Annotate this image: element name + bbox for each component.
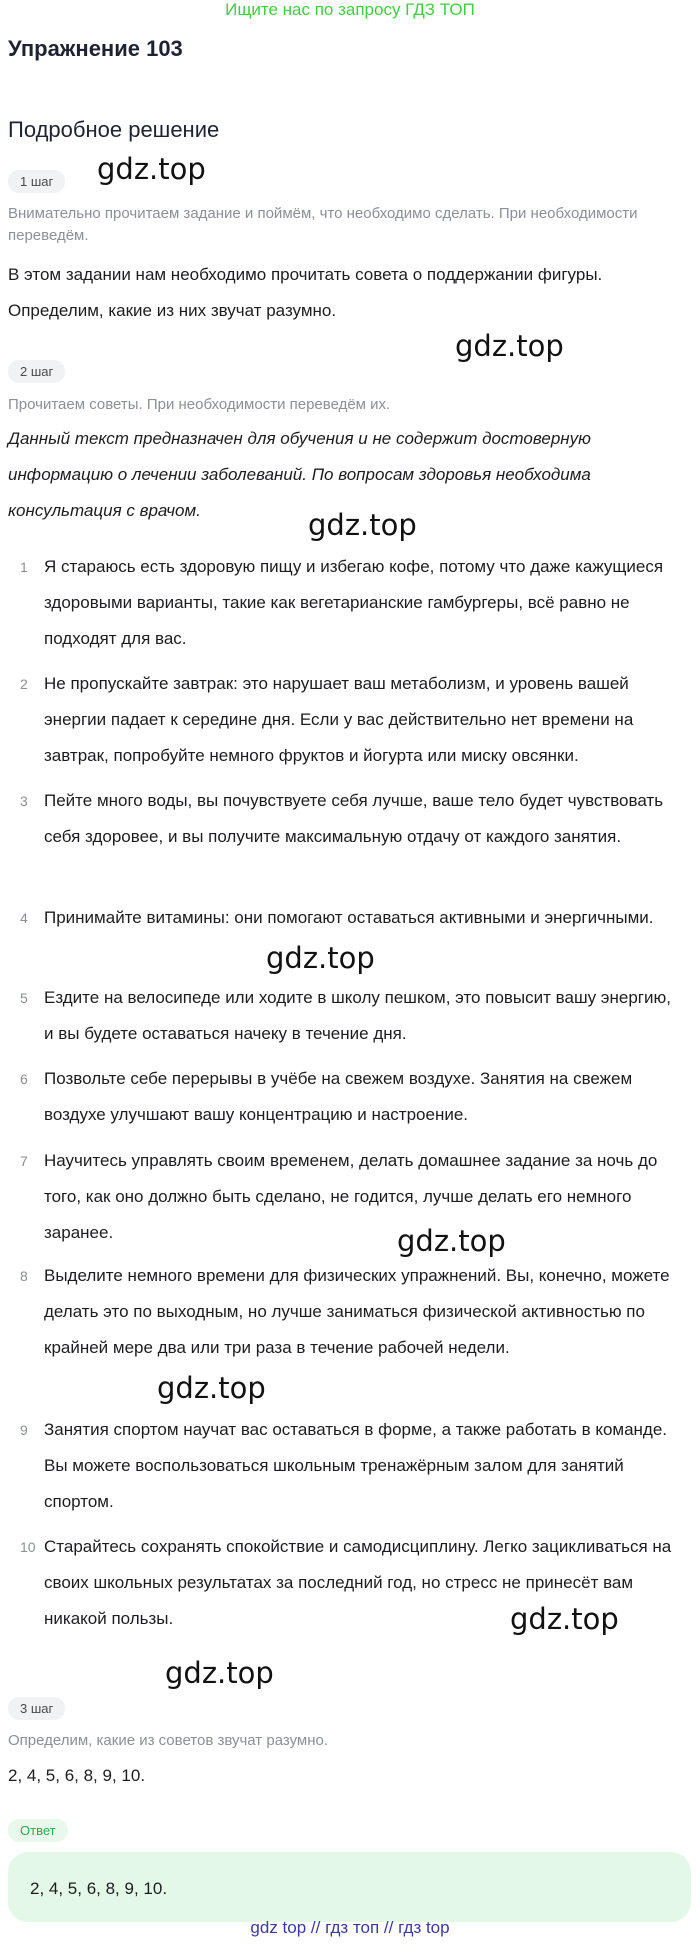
step-1-badge xyxy=(8,170,65,193)
list-item: Позвольте себе перерывы в учёбе на свежем воздухе. Занятия на свежем воздухе улучшают вашу концентрацию и настроение. xyxy=(44,1069,633,1124)
step-3-label: 3 шаг xyxy=(8,1697,65,1720)
item-number: 6 xyxy=(20,1071,28,1087)
item-number: 3 xyxy=(20,793,28,809)
watermark: gdz.top xyxy=(165,1656,274,1690)
step-3-hint: Определим, какие из советов звучат разумно. xyxy=(8,1732,329,1749)
answer-label: Ответ xyxy=(8,1819,68,1842)
top-banner: Ищите нас по запросу ГДЗ ТОП xyxy=(225,0,475,19)
watermark: gdz.top xyxy=(266,941,375,975)
watermark: gdz.top xyxy=(397,1224,506,1258)
step-2-label: 2 шаг xyxy=(8,360,65,383)
item-number: 8 xyxy=(20,1268,28,1284)
answer-badge xyxy=(8,1819,68,1842)
step-3-badge xyxy=(8,1697,65,1720)
footer-links[interactable]: gdz top // гдз топ // гдз top xyxy=(250,1918,450,1937)
watermark: gdz.top xyxy=(308,508,417,542)
list-item: Занятия спортом научат вас оставаться в форме, а также работать в команде. Вы можете воспользоваться школьным тренажёрным залом для занятий спортом. xyxy=(44,1420,668,1511)
watermark: gdz.top xyxy=(157,1371,266,1405)
item-number: 10 xyxy=(20,1539,36,1555)
list-item: Я стараюсь есть здоровую пищу и избегаю кофе, потому что даже кажущиеся здоровыми варианты, такие как вегетарианские гамбургеры, всё равно не подходят для вас. xyxy=(44,557,664,648)
health-disclaimer: Данный текст предназначен для обучения и не содержит достоверную информацию о лечении заболеваний. По вопросам здоровья необходима консультация с врачом. xyxy=(8,429,591,520)
answer-value: 2, 4, 5, 6, 8, 9, 10. xyxy=(30,1879,168,1898)
step-1-line-1: В этом задании нам необходимо прочитать совета о поддержании фигуры. xyxy=(8,265,603,284)
step-1-label: 1 шаг xyxy=(8,170,65,193)
item-number: 1 xyxy=(20,559,28,575)
step-1-line-2: Определим, какие из них звучат разумно. xyxy=(8,301,337,320)
item-number: 9 xyxy=(20,1422,28,1438)
list-item: Старайтесь сохранять спокойствие и самодисциплину. Легко зацикливаться на своих школьных результатах за последний год, но стресс не принесёт вам никакой пользы. xyxy=(44,1537,672,1628)
item-number: 4 xyxy=(20,910,28,926)
watermark: gdz.top xyxy=(97,152,206,186)
solution-heading: Подробное решение xyxy=(8,117,220,142)
list-item: Пейте много воды, вы почувствуете себя лучше, ваше тело будет чувствовать себя здоровее, и вы получите максимальную отдачу от каждого занятия. xyxy=(44,791,664,846)
list-item: Выделите немного времени для физических упражнений. Вы, конечно, можете делать это по выходным, но лучше заниматься физической активностью по крайней мере два или три раза в течение рабочей недели. xyxy=(44,1266,670,1357)
list-item: Ездите на велосипеде или ходите в школу пешком, это повысит вашу энергию, и вы будете оставаться начеку в течение дня. xyxy=(44,988,671,1043)
item-number: 7 xyxy=(20,1153,28,1169)
item-number: 5 xyxy=(20,990,28,1006)
step-3-result: 2, 4, 5, 6, 8, 9, 10. xyxy=(8,1766,146,1785)
list-item: Не пропускайте завтрак: это нарушает ваш метаболизм, и уровень вашей энергии падает к середине дня. Если у вас действительно нет времени на завтрак, попробуйте немного фруктов и йогурта или миску овсянки. xyxy=(44,674,634,765)
step-2-badge xyxy=(8,360,65,383)
watermark: gdz.top xyxy=(455,329,564,363)
item-number: 2 xyxy=(20,676,28,692)
watermark: gdz.top xyxy=(510,1602,619,1636)
step-2-hint: Прочитаем советы. При необходимости переведём их. xyxy=(8,396,391,413)
list-item: Научитесь управлять своим временем, делать домашнее задание за ночь до того, как оно должно быть сделано, не годится, лучше делать его немного заранее. xyxy=(44,1151,658,1242)
page-title: Упражнение 103 xyxy=(8,36,183,61)
list-item: Принимайте витамины: они помогают оставаться активными и энергичными. xyxy=(44,908,654,927)
step-1-hint: Внимательно прочитаем задание и поймём, что необходимо сделать. При необходимости переведём. xyxy=(8,205,638,244)
